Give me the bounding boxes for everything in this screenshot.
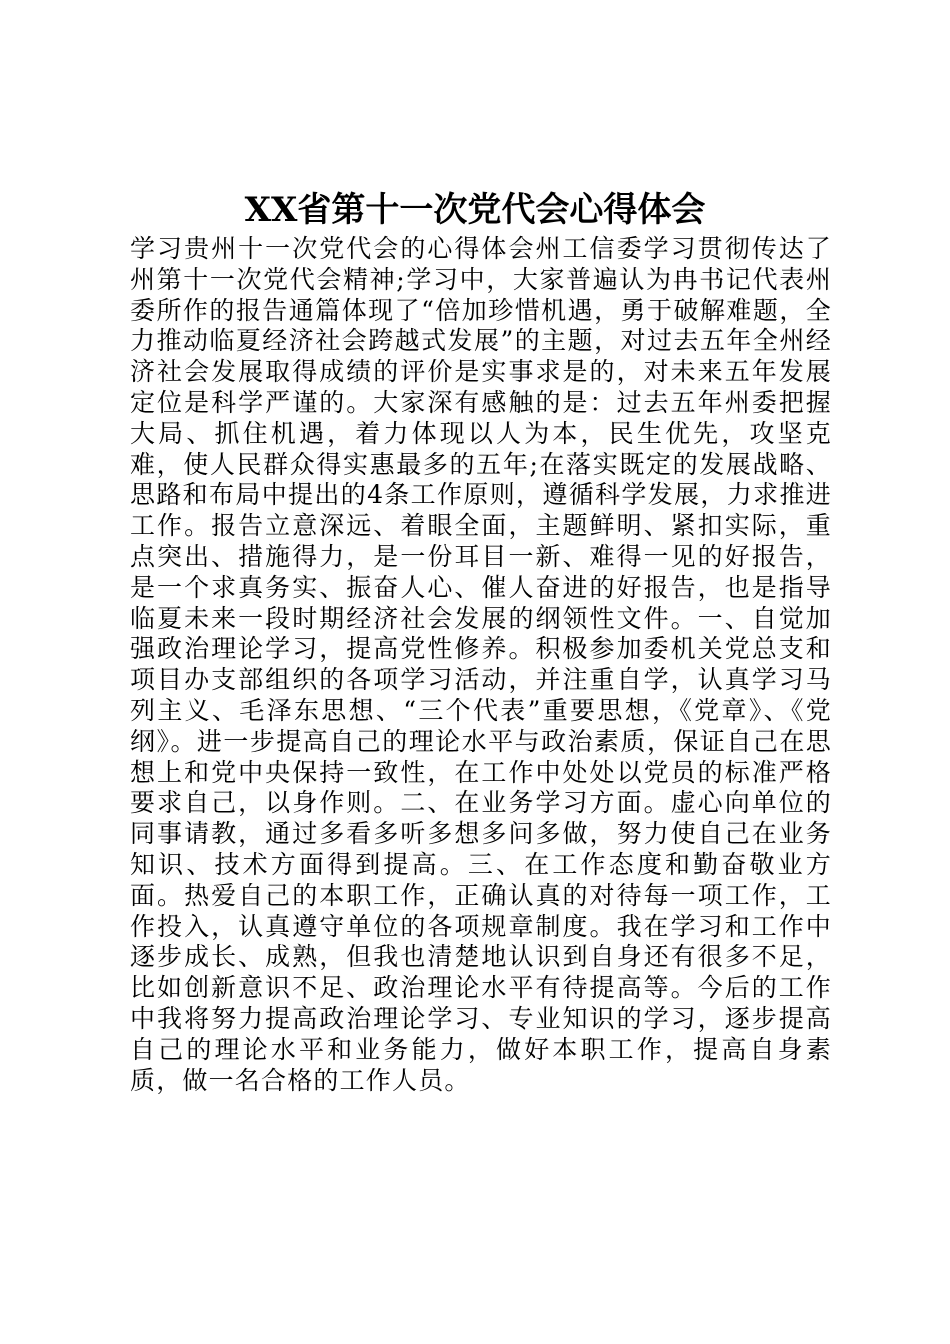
document-title: XX省第十一次党代会心得体会 [244,190,706,230]
document-body: 学习贵州十一次党代会的心得体会州工信委学习贯彻传达了州第十一次党代会精神;学习中，大家普遍认为冉书记代表州委所作的报告通篇体现了“倍加珍惜机遇，勇于破解难题，全力推动临夏经济社会跨越式发展”的主题，对过去五年全州经济社会发展取得成绩的评价是实事求是的，对未来五年发展定位是科学严谨的。大家深有感触的是：过去五年州委把握大局、抓住机遇，着力体现以人为本，民生优先，攻坚克难，使人民群众得实惠最多的五年;在落实既定的发展战略、思路和布局中提出的4条工作原则，遵循科学发展，力求推进工作。报告立意深远、着眼全面，主题鲜明、紧扣实际，重点突出、措施得力，是一份耳目一新、难得一见的好报告，是一个求真务实、振奋人心、催人奋进的好报告，也是指导临夏未来一段时期经济社会发展的纲领性文件。一、自觉加强政治理论学习，提高党性修养。积极参加委机关党总支和项目办支部组织的各项学习活动，并注重自学，认真学习马列主义、毛泽东思想、“三个代表”重要思想，《党章》、《党纲》。进一步提高自己的理论水平与政治素质，保证自己在思想上和党中央保持一致性，在工作中处处以党员的标准严格要求自己，以身作则。二、在业务学习方面。虚心向单位的同事请教，通过多看多听多想多问多做，努力使自己在业务知识、技术方面得到提高。三、在工作态度和勤奋敬业方面。热爱自己的本职工作，正确认真的对待每一项工作，工作投入，认真遵守单位的各项规章制度。我在学习和工作中逐步成长、成熟，但我也清楚地认识到自身还有很多不足，比如创新意识不足、政治理论水平有待提高等。今后的工作中我将努力提高政治理论学习、专业知识的学习，逐步提高自己的理论水平和业务能力，做好本职工作，提高自身素质，做一名合格的工作人员。 [130,234,832,1095]
